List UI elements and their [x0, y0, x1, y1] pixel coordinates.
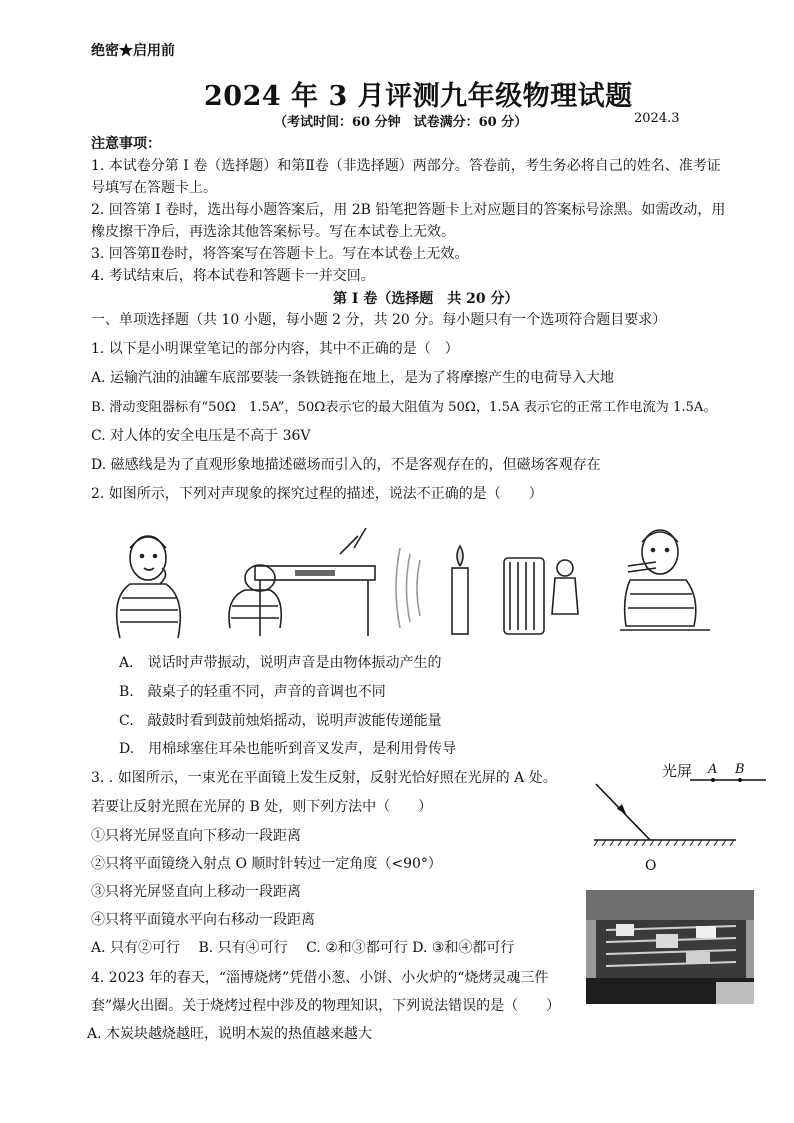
q2-option-a: A. 说话时声带振动，说明声音是由物体振动产生的: [119, 655, 442, 671]
point-a-label: A: [708, 762, 718, 777]
notes-heading: 注意事项：: [91, 136, 161, 152]
q1-option-a: A. 运输汽油的油罐车底部要装一条铁链拖在地上，是为了将摩擦产生的电荷导入大地: [91, 370, 615, 386]
notes-line: 3. 回答第Ⅱ卷时，将答案写在答题卡上。写在本试卷上无效。: [91, 246, 469, 262]
barbecue-photo: [586, 890, 754, 1004]
q4-option-a: A. 木炭块越烧越旺，说明木炭的热值越来越大: [87, 1026, 373, 1042]
q4-stem-continued: 套”爆火出圈。关于烧烤过程中涉及的物理知识，下列说法错误的是（ ）: [91, 998, 561, 1014]
q2-option-c: C. 敲鼓时看到鼓前烛焰摇动，说明声波能传递能量: [119, 713, 442, 729]
q1-option-d: D. 磁感线是为了直观形象地描述磁场而引入的，不是客观存在的，但磁场客观存在: [91, 457, 601, 473]
q3-item: ③只将光屏竖直向上移动一段距离: [91, 884, 301, 900]
exam-date: 2024.3: [634, 111, 680, 126]
table-knock-illustration: [229, 528, 375, 636]
q3-item: ④只将平面镜水平向右移动一段距离: [91, 912, 315, 928]
notes-line: 号填写在答题卡上。: [91, 180, 217, 196]
secret-label: 绝密★启用前: [91, 43, 175, 59]
point-o-label: O: [645, 858, 657, 874]
mirror-reflection-figure: [590, 770, 770, 860]
light-screen-label: 光屏: [662, 762, 693, 780]
q1-option-c: C. 对人体的安全电压是不高于 36V: [91, 428, 311, 444]
q3-item: ②只将平面镜绕入射点 O 顺时针转过一定角度（<90°）: [91, 856, 442, 872]
sound-experiments-figure: [100, 518, 720, 646]
page-title: 2024 年 3 月评测九年级物理试题: [204, 81, 633, 112]
notes-line: 1. 本试卷分第 I 卷（选择题）和第Ⅱ卷（非选择题）两部分。答卷前，考生务必将自己的姓名、准考证: [91, 158, 721, 174]
q2-option-d: D. 用棉球塞住耳朵也能听到音叉发声，是利用骨传导: [119, 741, 457, 757]
q1-option-b: B. 滑动变阻器标有“50Ω 1.5A”，50Ω表示它的最大阻值为 50Ω，1.5A 表示它的正常工作电流为 1.5A。: [91, 400, 717, 415]
q3-stem-continued: 若要让反射光照在光屏的 B 处，则下列方法中（ ）: [91, 799, 433, 815]
notes-line: 4. 考试结束后，将本试卷和答题卡一并交回。: [91, 268, 375, 284]
q1-stem: 1. 以下是小明课堂笔记的部分内容，其中不正确的是（ ）: [91, 341, 459, 357]
point-b-label: B: [735, 762, 745, 777]
section-title: 第 I 卷（选择题 共 20 分）: [333, 291, 519, 307]
q3-answers: A. 只有②可行 B. 只有④可行 C. ②和③都可行 D. ③和④都可行: [91, 940, 515, 956]
q3-item: ①只将光屏竖直向下移动一段距离: [91, 828, 301, 844]
notes-line: 2. 回答第 I 卷时，选出每小题答案后，用 2B 铅笔把答题卡上对应题目的答案标号涂黑。如需改动，用: [91, 202, 726, 218]
notes-line: 橡皮擦干净后，再选涂其他答案标号。写在本试卷上无效。: [91, 224, 455, 240]
section-instruction: 一、单项选择题（共 10 小题，每小题 2 分，共 20 分。每小题只有一个选项符合题目要求）: [91, 312, 667, 328]
talking-person-illustration: [117, 536, 181, 638]
q2-option-b: B. 敲桌子的轻重不同，声音的音调也不同: [119, 684, 386, 700]
q4-stem: 4. 2023 年的春天，“淄博烧烤”凭借小葱、小饼、小火炉的“烧烤灵魂三件: [91, 970, 549, 986]
tuning-fork-illustration: [620, 530, 710, 630]
exam-info: （考试时间：60 分钟 试卷满分：60 分）: [274, 115, 528, 130]
q2-stem: 2. 如图所示，下列对声现象的探究过程的描述，说法不正确的是（ ）: [91, 486, 543, 502]
q3-stem: 3. . 如图所示，一束光在平面镜上发生反射，反射光恰好照在光屏的 A 处。: [91, 770, 557, 786]
drum-candle-illustration: [396, 546, 578, 634]
